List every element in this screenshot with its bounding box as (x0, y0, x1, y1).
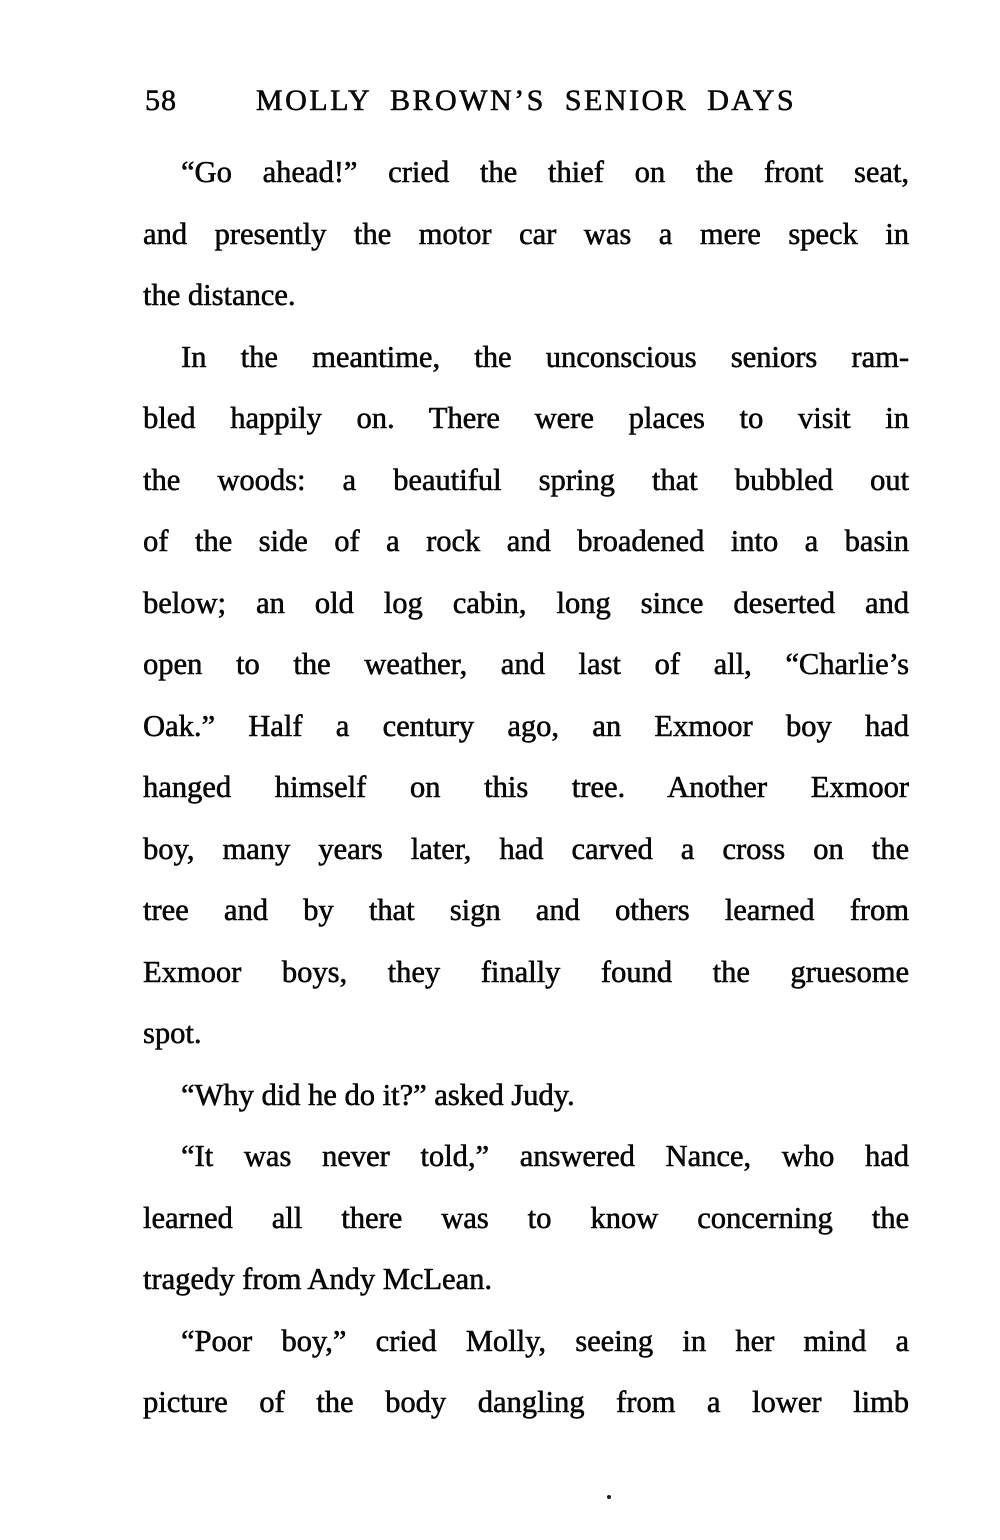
text-line: the woods: a beautiful spring that bubbled out (143, 462, 909, 497)
text-line: of the side of a rock and broadened into a basin (143, 524, 909, 558)
text-line: “Go ahead!” cried the thief on the front seat, (181, 155, 909, 189)
text-line: Oak.” Half a century ago, an Exmoor boy had (143, 708, 909, 743)
text-line: below; an old log cabin, long since deserted and (143, 585, 909, 620)
text-line: the distance. (143, 278, 296, 312)
page-header (143, 84, 909, 120)
running-title: MOLLY BROWN’S SENIOR DAYS (255, 84, 797, 117)
text-line: hanged himself on this tree. Another Exmoor (143, 770, 909, 804)
text-line: picture of the body dangling from a lower limb (143, 1385, 909, 1419)
text-block (143, 142, 909, 1434)
ink-speck (607, 1495, 611, 1499)
text-line: “Why did he do it?” asked Judy. (181, 1077, 575, 1112)
text-line: In the meantime, the unconscious seniors ram- (181, 339, 909, 374)
text-line: tree and by that sign and others learned from (143, 893, 909, 927)
text-line: “Poor boy,” cried Molly, seeing in her mind a (181, 1323, 909, 1358)
page-number: 58 (145, 84, 177, 117)
paragraph (143, 1065, 909, 1127)
text-line: tragedy from Andy McLean. (143, 1262, 492, 1296)
text-line: and presently the motor car was a mere speck in (143, 216, 909, 251)
text-line: spot. (143, 1016, 202, 1050)
text-line: open to the weather, and last of all, “Charlie’s (143, 647, 909, 681)
paragraph (143, 1311, 909, 1434)
text-line: bled happily on. There were places to visit in (143, 401, 909, 435)
text-line: “It was never told,” answered Nance, who had (181, 1139, 909, 1173)
text-line: boy, many years later, had carved a cross on the (143, 831, 909, 866)
paragraph (143, 142, 909, 327)
paragraph (143, 327, 909, 1065)
paragraph (143, 1126, 909, 1311)
text-line: learned all there was to know concerning the (143, 1200, 909, 1235)
text-line: Exmoor boys, they finally found the gruesome (143, 954, 909, 989)
